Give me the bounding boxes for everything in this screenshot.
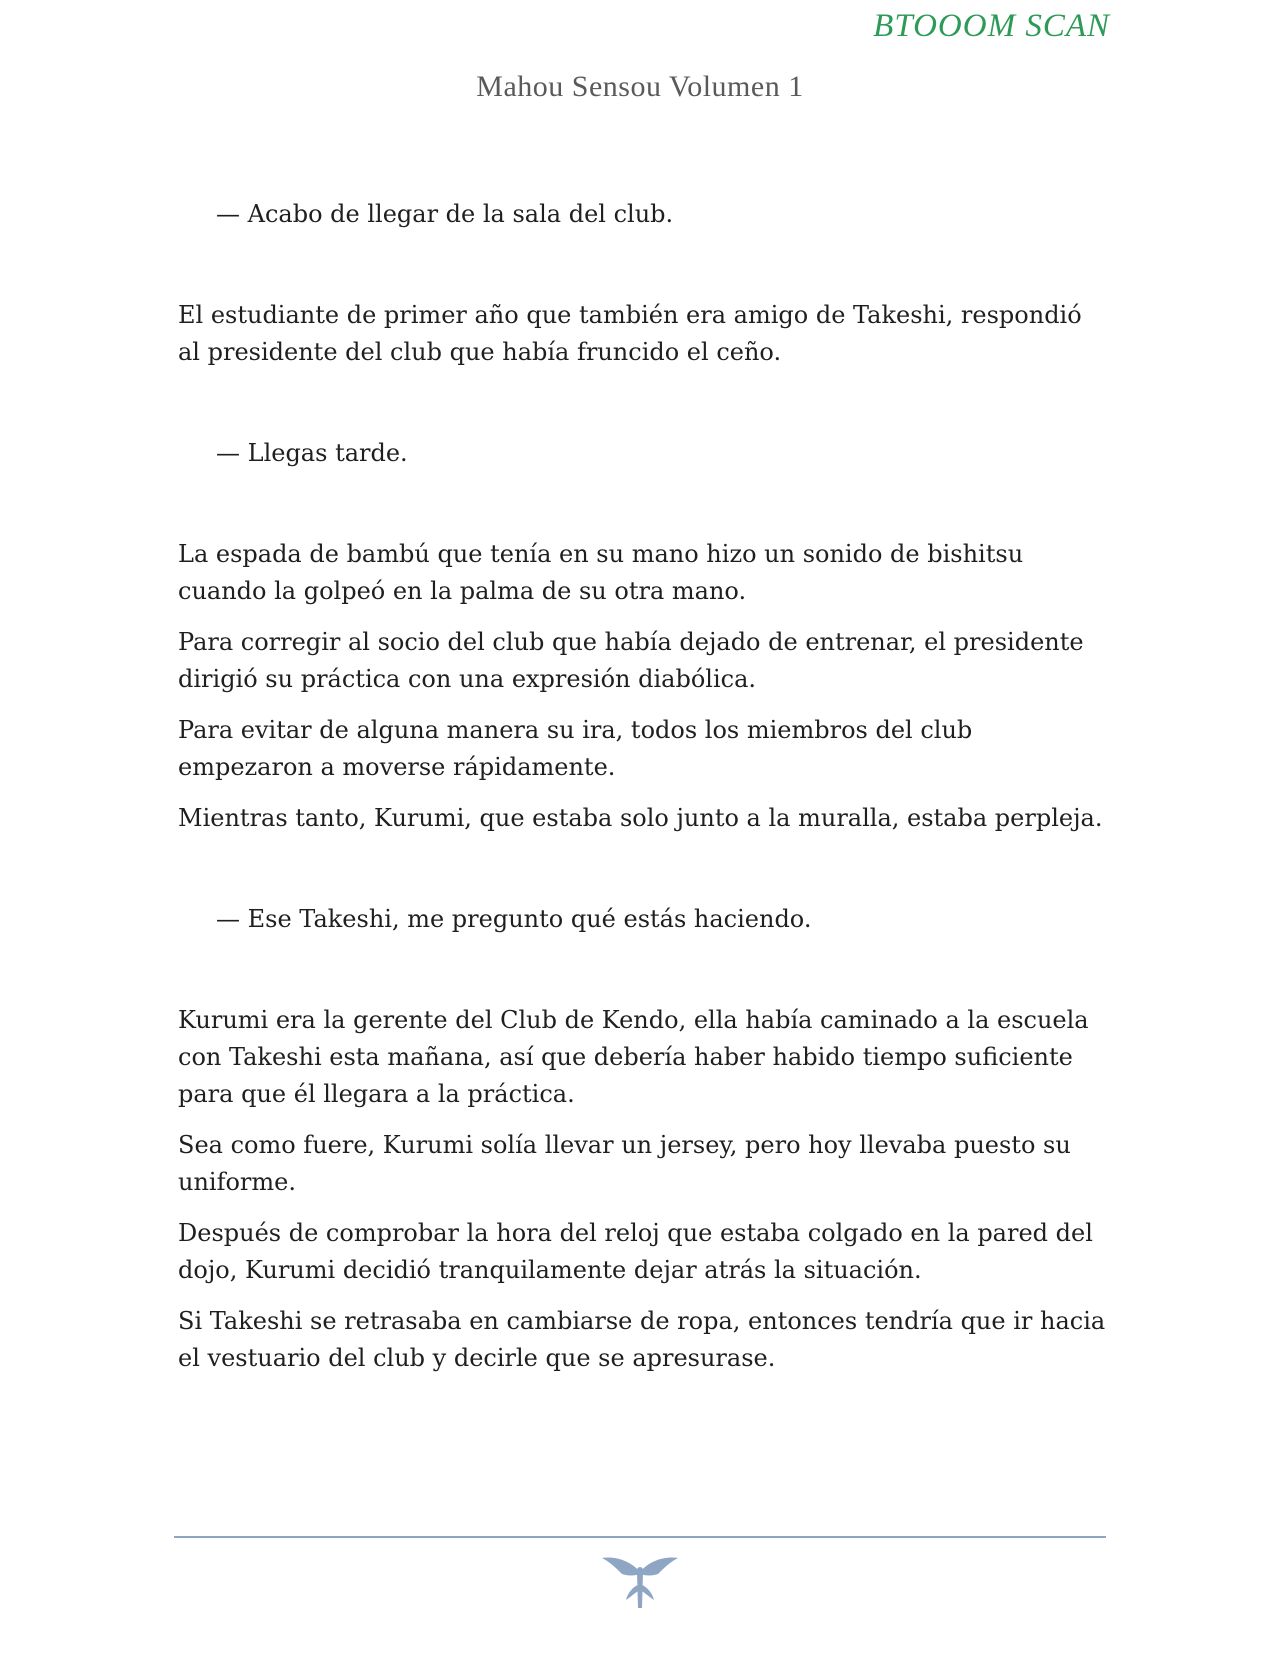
paragraph: Para evitar de alguna manera su ira, todos los miembros del club empezaron a moverse rápidamente. xyxy=(178,716,973,781)
paragraph: Kurumi era la gerente del Club de Kendo, ella había caminado a la escuela con Takeshi esta mañana, así que debería haber habido tiempo suficiente para que él llegara a la práctica. xyxy=(178,1006,1089,1108)
paragraph: La espada de bambú que tenía en su mano hizo un sonido de bishitsu cuando la golpeó en la palma de su otra mano. xyxy=(178,540,1024,605)
paragraph: Si Takeshi se retrasaba en cambiarse de ropa, entonces tendría que ir hacia el vestuario del club y decirle que se apresurase. xyxy=(178,1307,1106,1372)
page-body xyxy=(178,196,1108,1377)
paragraph: Para corregir al socio del club que había dejado de entrenar, el presidente dirigió su práctica con una expresión diabólica. xyxy=(178,628,1084,693)
paragraph-dialogue: — Acabo de llegar de la sala del club. xyxy=(216,200,674,228)
paragraph: El estudiante de primer año que también era amigo de Takeshi, respondió al presidente del club que había fruncido el ceño. xyxy=(178,301,1082,366)
fleuron-ornament-icon xyxy=(600,1550,680,1610)
paragraph-dialogue: — Llegas tarde. xyxy=(216,439,408,467)
watermark-text: BTOOOM SCAN xyxy=(873,8,1110,44)
paragraph: Mientras tanto, Kurumi, que estaba solo junto a la muralla, estaba perpleja. xyxy=(178,804,1103,832)
paragraph-dialogue: — Ese Takeshi, me pregunto qué estás haciendo. xyxy=(216,905,812,933)
page-header-title: Mahou Sensou Volumen 1 xyxy=(476,70,804,103)
paragraph: Sea como fuere, Kurumi solía llevar un jersey, pero hoy llevaba puesto su uniforme. xyxy=(178,1131,1071,1196)
footer-divider xyxy=(174,1536,1106,1538)
paragraph: Después de comprobar la hora del reloj que estaba colgado en la pared del dojo, Kurumi decidió tranquilamente dejar atrás la situación. xyxy=(178,1219,1093,1284)
